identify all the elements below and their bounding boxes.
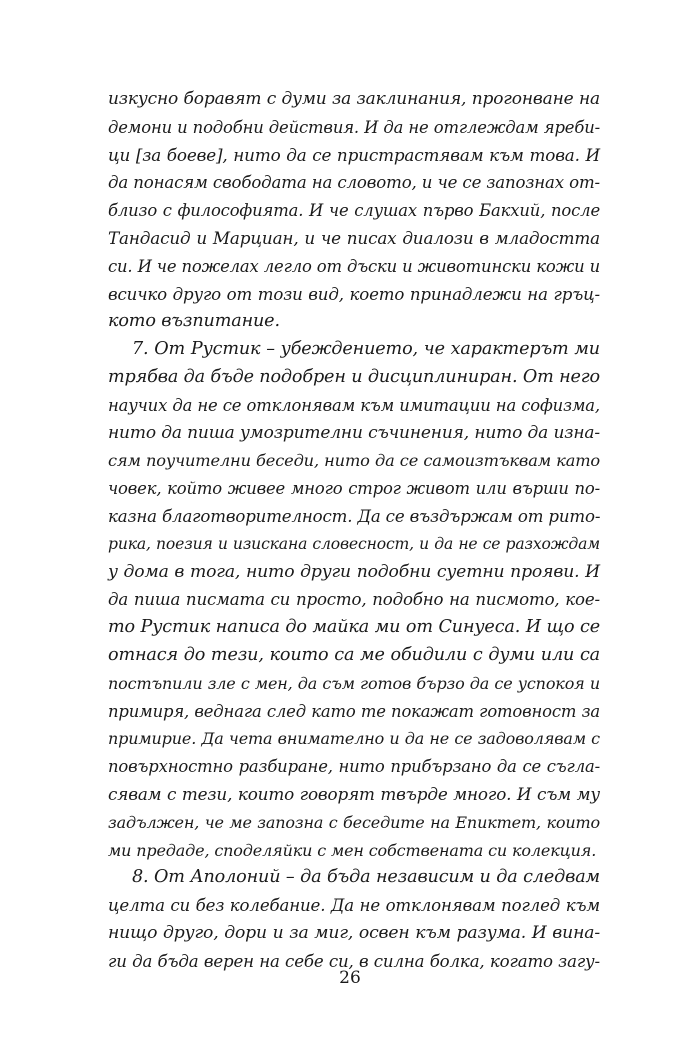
text-line: целта си без колебание. Да не отклонявам поглед към [108, 896, 600, 916]
text-line: всичко друго от този вид, което принадлежи на гръц- [108, 284, 600, 304]
text-line: примирие. Да чета внимателно и да не се задоволявам с [108, 729, 600, 749]
text-line: научих да не се отклонявам към имитации на софизма, [108, 395, 600, 415]
text-line: ги да бъда верен на себе си, в силна болка, когато загу- [108, 951, 600, 971]
text-line: рика, поезия и изискана словесност, и да не се разхождам [108, 534, 600, 553]
text-line: постъпили зле с мен, да съм готов бързо да се успокоя и [108, 673, 600, 693]
text-line: отнася до тези, които са ме обидили с думи или са [108, 644, 600, 665]
text-line: у дома в тога, нито други подобни суетни прояви. И [108, 561, 600, 582]
text-line: сям поучителни беседи, нито да се самоизтъквам като [108, 451, 600, 471]
text-line: ми предаде, споделяйки с мен собствената си колекция. [108, 840, 597, 860]
text-line: демони и подобни действия. И да не отглеждам яреби- [108, 117, 600, 137]
text-line: си. И че пожелах легло от дъски и животински кожи и [108, 256, 600, 276]
text-line: кото възпитание. [108, 311, 280, 332]
text-line: нито да пиша умозрителни съчинения, нито да изна- [108, 422, 600, 443]
text-line: човек, който живее много строг живот или върши по- [108, 479, 600, 499]
body-text [108, 86, 600, 976]
text-line: сявам с тези, които говорят твърде много. И съм му [108, 783, 600, 804]
text-line: ци [за боеве], нито да се пристрастявам към това. И [108, 144, 600, 165]
text-line: 8. От Аполоний – да бъда независим и да следвам [132, 867, 600, 888]
text-line: то Рустик написа до майка ми от Синуеса. И що се [108, 617, 600, 638]
text-line: 7. От Рустик – убеждението, че характерът ми [132, 339, 600, 360]
page-number: 26 [339, 968, 361, 988]
text-line: казна благотворителност. Да се въздържам от рито- [108, 506, 601, 526]
text-line: нищо друго, дори и за миг, освен към разума. И вина- [108, 922, 600, 943]
text-line: да понасям свободата на словото, и че се запознах от- [108, 173, 601, 193]
text-line: задължен, че ме запозна с беседите на Епиктет, които [108, 812, 600, 832]
text-line: повърхностно разбиране, нито прибързано да се съгла- [108, 757, 600, 777]
text-line: да пиша писмата си просто, подобно на писмото, кое- [108, 590, 600, 610]
text-line: трябва да бъде подобрен и дисциплиниран. От него [108, 366, 600, 387]
text-line: изкусно боравят с думи за заклинания, прогонване на [108, 89, 600, 109]
text-line: близо с философията. И че слушах първо Бакхий, после [108, 201, 600, 221]
text-line: Тандасид и Марциан, и че писах диалози в младостта [108, 227, 600, 248]
text-line: примиря, веднага след като те покажат готовност за [108, 701, 600, 721]
